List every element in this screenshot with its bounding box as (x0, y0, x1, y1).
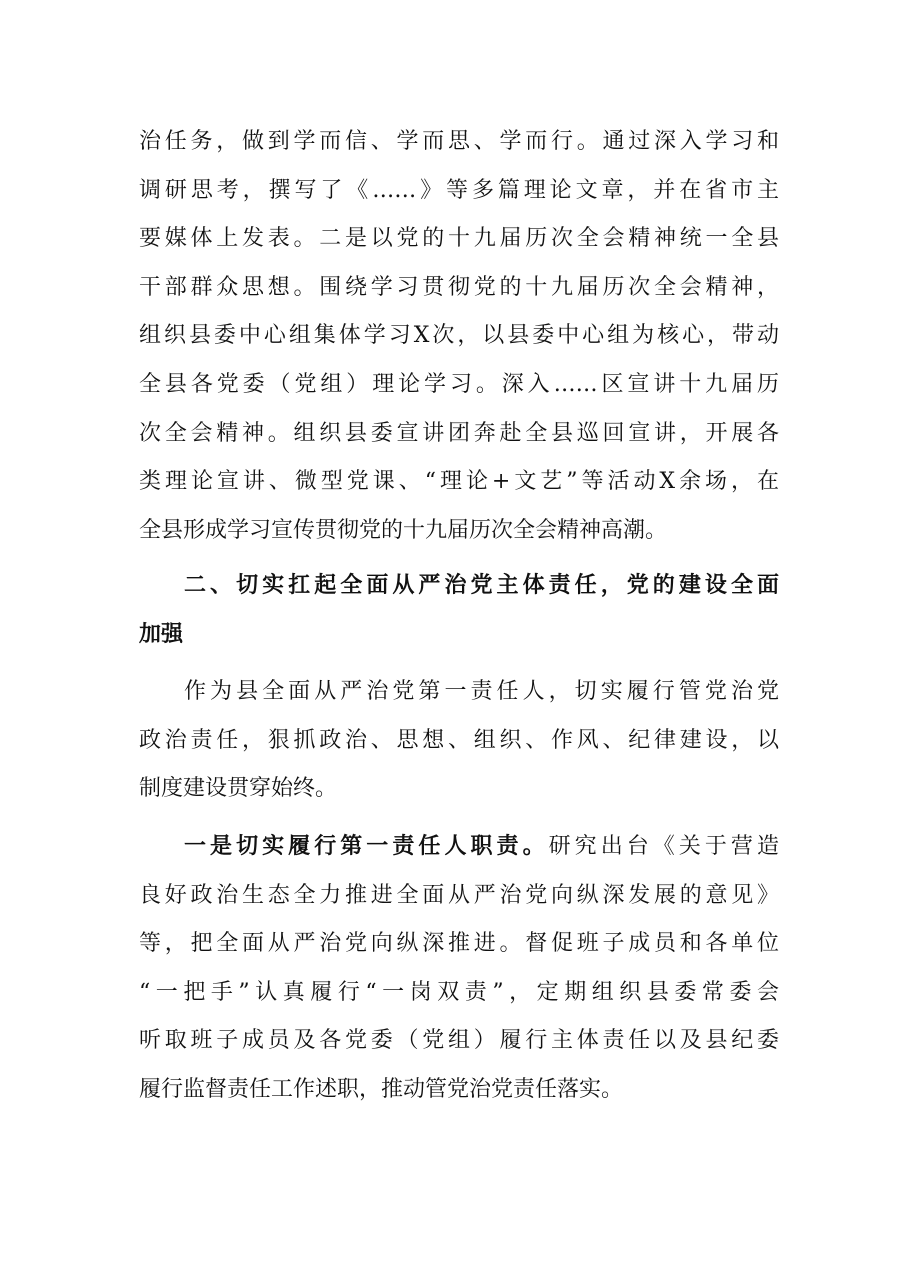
point-text: 研究出台《关于营造 (548, 834, 779, 859)
paragraph-point-one (139, 823, 779, 1115)
heading-line: 二、切实扛起全面从严治党主体责任，党的建设全面 (184, 573, 779, 598)
text-line: 履行监督责任工作述职，推动管党治党责任落实。 (139, 1076, 624, 1102)
text-line: 治任务，做到学而信、学而思、学而行。通过深入学习和 (139, 129, 779, 154)
text-line: 政治责任，狠抓政治、思想、组织、作风、纪律建设，以 (139, 727, 779, 753)
point-lead: 一是切实履行第一责任人职责。 (184, 834, 549, 859)
text-line: 次全会精神。组织县委宣讲团奔赴全县巡回宣讲，开展各 (139, 420, 779, 446)
text-line: 全县各党委（党组）理论学习。深入……区宣讲十九届历 (139, 371, 779, 397)
text-line: 全县形成学习宣传贯彻党的十九届历次全会精神高潮。 (139, 517, 668, 543)
paragraph-intro (139, 668, 779, 814)
text-line: 组织县委中心组集体学习X次，以县委中心组为核心，带动 (139, 323, 779, 349)
text-line: 作为县全面从严治党第一责任人，切实履行管党治党 (184, 679, 779, 704)
text-line: 良好政治生态全力推进全面从严治党向纵深发展的意见》 (139, 882, 779, 908)
text-line: 听取班子成员及各党委（党组）履行主体责任以及县纪委 (139, 1028, 779, 1054)
text-line: “一把手”认真履行“一岗双责”，定期组织县委常委会 (139, 979, 779, 1005)
text-line: 要媒体上发表。二是以党的十九届历次全会精神统一全县 (139, 226, 779, 252)
paragraph-continuation (139, 118, 779, 555)
heading-line: 加强 (139, 621, 184, 647)
section-heading (139, 562, 779, 659)
text-line: 等，把全面从严治党向纵深推进。督促班子成员和各单位 (139, 931, 779, 957)
text-line: 干部群众思想。围绕学习贯彻党的十九届历次全会精神， (139, 274, 779, 300)
text-line: 调研思考，撰写了《……》等多篇理论文章，并在省市主 (139, 177, 779, 203)
text-line: 制度建设贯穿始终。 (139, 776, 338, 802)
text-line: 类理论宣讲、微型党课、“理论+文艺”等活动X余场，在 (139, 469, 779, 495)
text-line-first (139, 823, 779, 872)
